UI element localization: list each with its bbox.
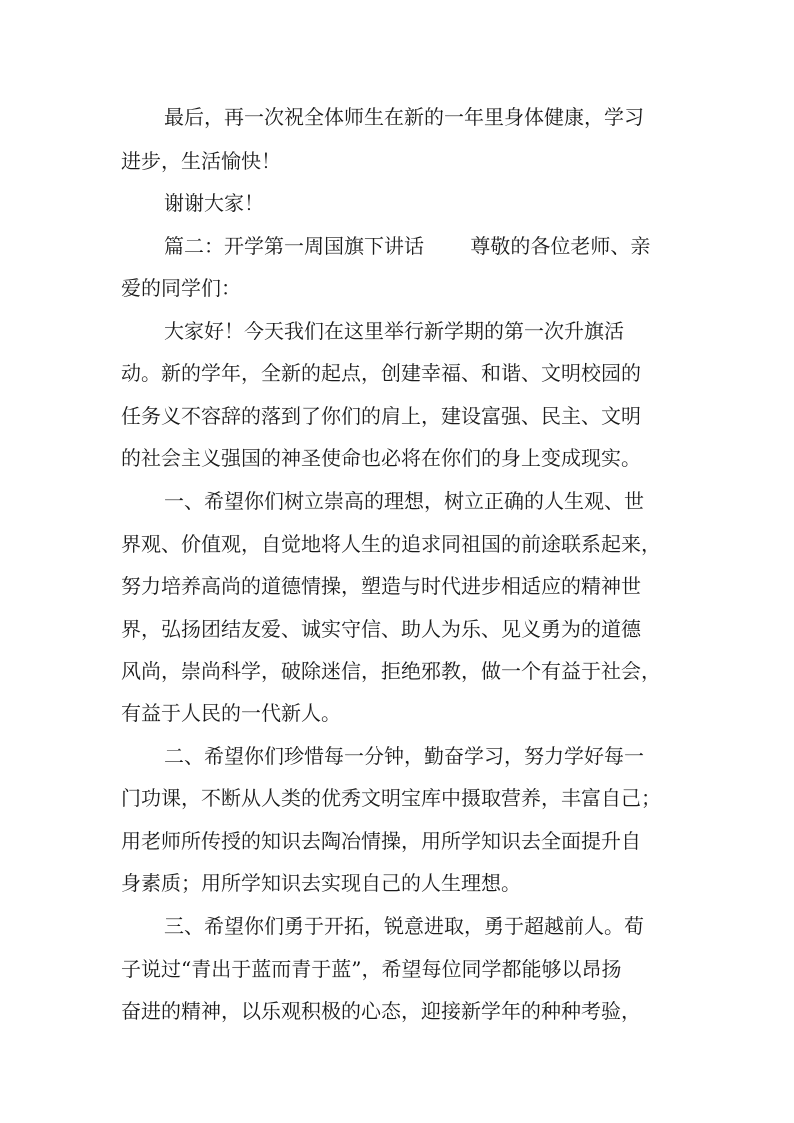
text-line: 门功课，不断从人类的优秀文明宝库中摄取营养，丰富自己； <box>121 786 661 810</box>
text-line: 爱的同学们： <box>121 276 241 300</box>
text-line: 任务义不容辞的落到了你们的肩上，建设富强、民主、文明 <box>121 404 641 428</box>
text-line: 奋进的精神，以乐观积极的心态，迎接新学年的种种考验， <box>121 999 641 1023</box>
text-line: 一、希望你们树立崇高的理想，树立正确的人生观、世 <box>164 489 644 513</box>
text-line: 界，弘扬团结友爱、诚实守信、助人为乐、见义勇为的道德 <box>121 617 641 641</box>
text-line: 谢谢大家！ <box>164 191 264 215</box>
text-line: 大家好！今天我们在这里举行新学期的第一次升旗活 <box>164 319 624 343</box>
text-line: 三、希望你们勇于开拓，锐意进取，勇于超越前人。荀 <box>164 914 644 938</box>
text-line: 子说过“青出于蓝而青于蓝”，希望每位同学都能够以昂扬 <box>121 957 622 981</box>
text-line: 界观、价值观，自觉地将人生的追求同祖国的前途联系起来， <box>121 532 661 556</box>
text-line: 有益于人民的一代新人。 <box>121 701 341 725</box>
text-line: 努力培养高尚的道德情操，塑造与时代进步相适应的精神世 <box>121 574 641 598</box>
text-line: 二、希望你们珍惜每一分钟，勤奋学习，努力学好每一 <box>164 744 644 768</box>
text-line: 最后，再一次祝全体师生在新的一年里身体健康，学习 <box>164 105 644 129</box>
text-line: 篇二：开学第一周国旗下讲话 尊敬的各位老师、亲 <box>164 234 651 258</box>
text-line: 用老师所传授的知识去陶冶情操，用所学知识去全面提升自 <box>121 829 641 853</box>
text-line: 进步，生活愉快！ <box>121 149 281 173</box>
text-line: 的社会主义强国的神圣使命也必将在你们的身上变成现实。 <box>121 446 641 470</box>
text-line: 风尚，崇尚科学，破除迷信，拒绝邪教，做一个有益于社会， <box>121 659 661 683</box>
text-line: 动。新的学年，全新的起点，创建幸福、和谐、文明校园的 <box>121 361 641 385</box>
text-line: 身素质；用所学知识去实现自己的人生理想。 <box>121 871 521 895</box>
